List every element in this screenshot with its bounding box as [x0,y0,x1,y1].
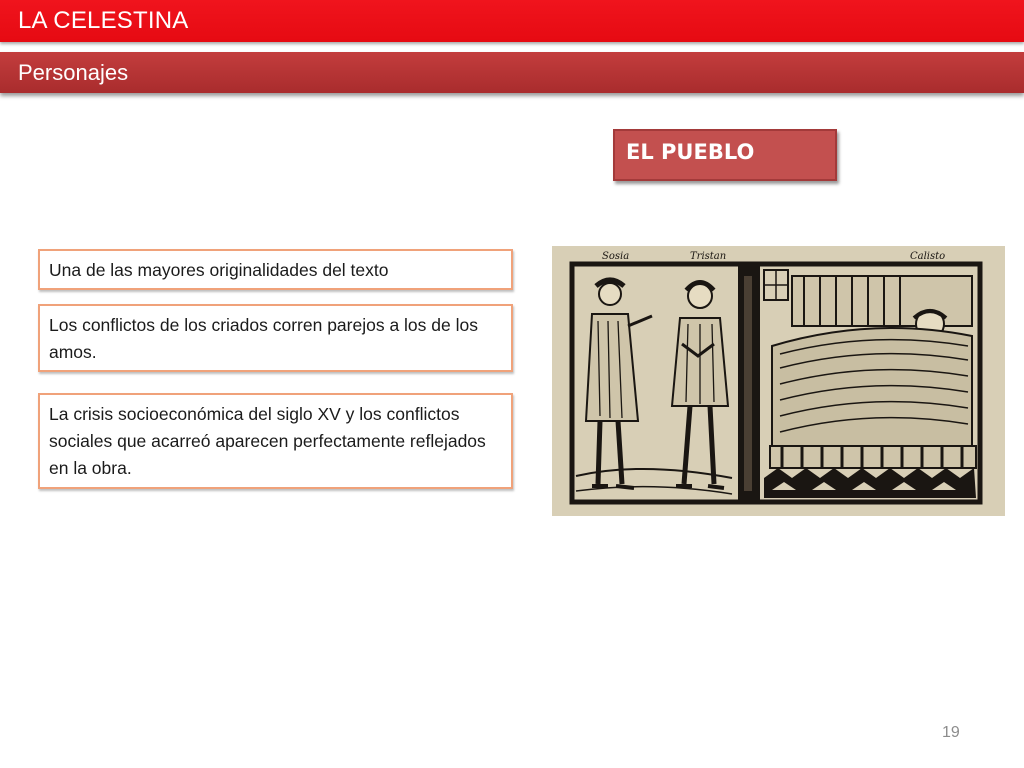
slide-subtitle: Personajes [18,60,129,85]
label-sosia: Sosia [602,251,630,262]
section-tag [613,129,837,181]
section-tag-label: EL PUEBLO [626,140,755,164]
label-calisto: Calisto [910,251,946,262]
label-tristan: Tristan [690,251,727,262]
text-box-conflicts: Los conflictos de los criados corren parejos a los de los amos. [38,304,513,372]
title-bar [0,0,1024,42]
woodcut-illustration [552,246,1005,516]
text-box-originality: Una de las mayores originalidades del texto [38,249,513,290]
text-box-crisis: La crisis socioeconómica del siglo XV y los conflictos sociales que acarreó aparecen perfectamente reflejados en la obra. [38,393,513,489]
woodcut-drawing [552,246,1005,516]
subtitle-bar [0,52,1024,93]
page-number: 19 [942,724,960,741]
slide-title: LA CELESTINA [18,7,189,34]
